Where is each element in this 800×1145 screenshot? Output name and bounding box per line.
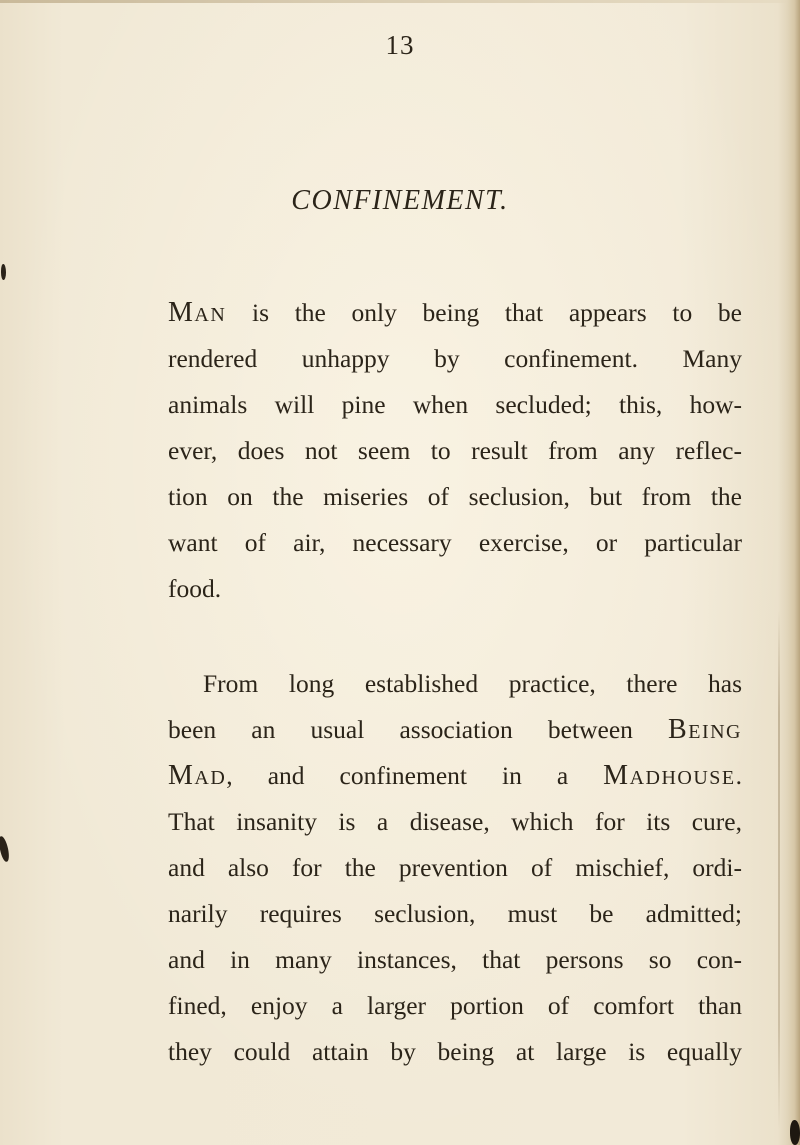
line-text: been an usual association between	[168, 715, 669, 744]
page-top-edge	[0, 0, 800, 3]
text-line: and in many instances, that persons so con-	[168, 945, 742, 974]
line-text: , and confinement in a	[226, 761, 604, 790]
paragraph-2	[168, 661, 742, 1075]
chapter-title: CONFINEMENT.	[291, 185, 509, 216]
page-number: 13	[385, 30, 415, 60]
text-line: tion on the miseries of seclusion, but from the	[168, 482, 742, 511]
small-caps-word: Madhouse	[603, 760, 736, 791]
small-caps-word: Being	[668, 714, 742, 745]
page-binding-edge	[778, 0, 800, 1145]
small-caps-word: Mad	[168, 760, 227, 791]
margin-ink-mark	[0, 835, 11, 862]
line-text: is the only being that appears to be	[226, 298, 742, 327]
text-line: animals will pine when secluded; this, how-	[168, 390, 742, 419]
corner-ink-mark	[790, 1120, 800, 1145]
paragraph-1	[168, 290, 742, 612]
text-line: narily requires seclusion, must be admitted;	[168, 899, 742, 928]
text-line: they could attain by being at large is equally	[168, 1037, 742, 1066]
text-line: rendered unhappy by confinement. Many	[168, 344, 742, 373]
lead-word: Man	[168, 297, 227, 328]
text-line	[168, 707, 742, 753]
margin-ink-mark	[1, 264, 6, 280]
text-line: want of air, necessary exercise, or particular	[168, 528, 742, 557]
text-line	[168, 290, 742, 336]
text-line: From long established practice, there has	[203, 669, 742, 698]
line-text: .	[735, 761, 742, 790]
text-line: ever, does not seem to result from any reflec-	[168, 436, 742, 465]
text-line	[168, 753, 742, 799]
page-crease	[778, 610, 780, 1130]
text-line: food.	[168, 574, 222, 603]
text-line: That insanity is a disease, which for its cure,	[168, 807, 742, 836]
text-line: and also for the prevention of mischief, ordi-	[168, 853, 742, 882]
text-line: fined, enjoy a larger portion of comfort than	[168, 991, 742, 1020]
